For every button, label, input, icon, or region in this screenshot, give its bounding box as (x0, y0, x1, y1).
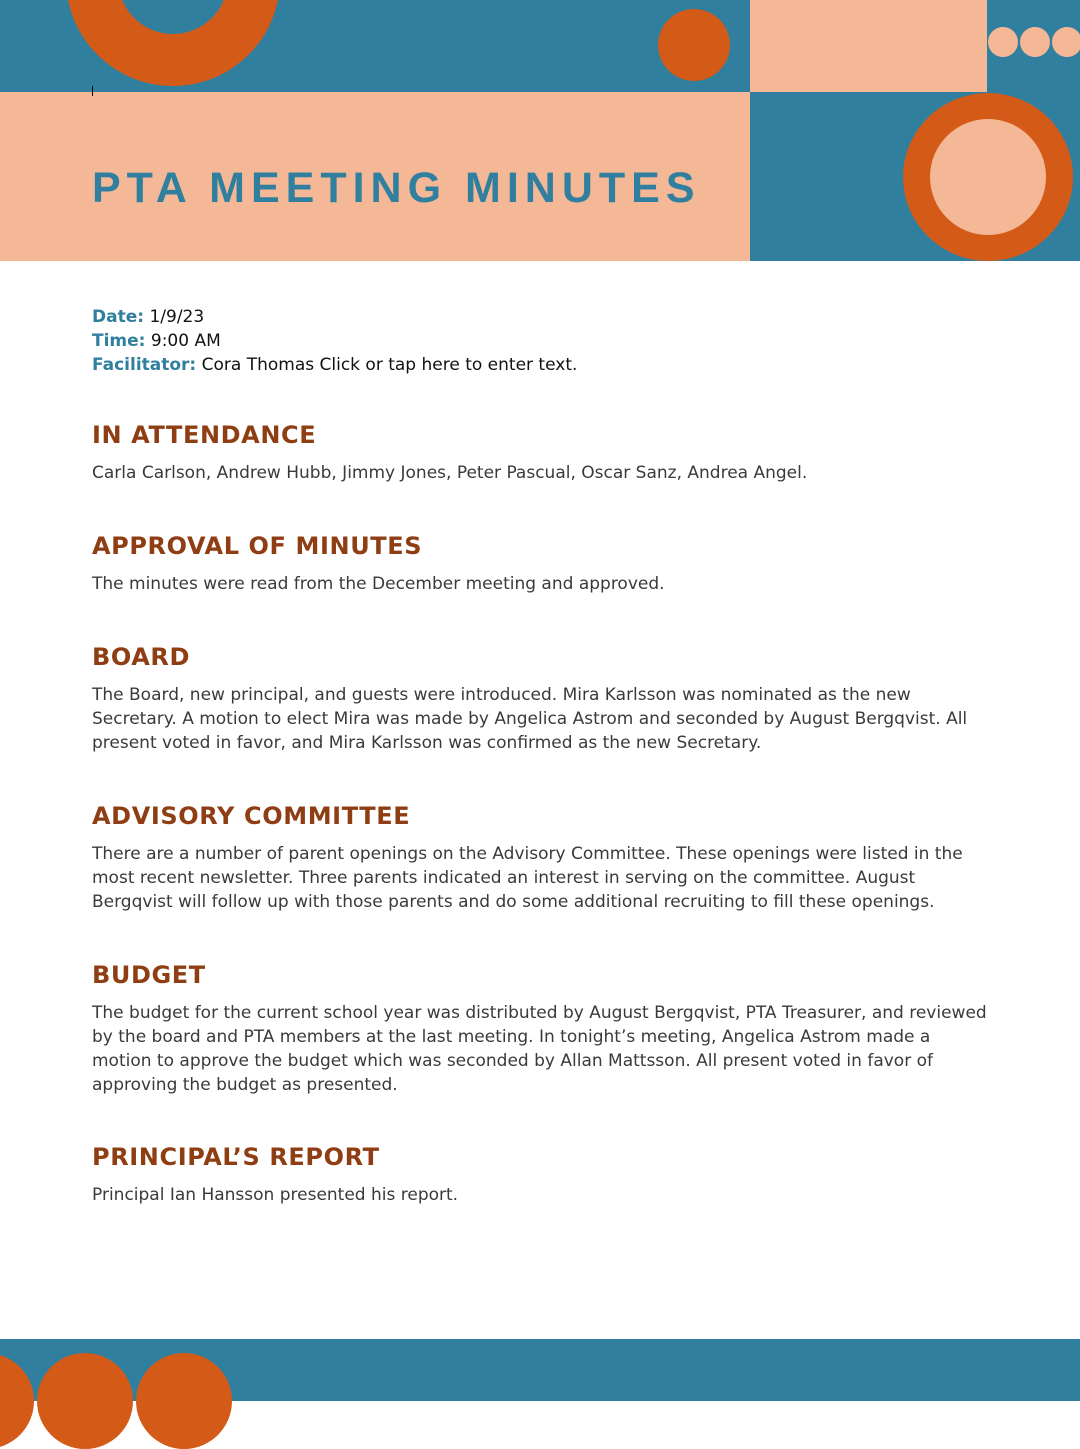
facilitator-value[interactable]: Cora Thomas Click or tap here to enter text. (201, 355, 578, 375)
time-label: Time: (92, 331, 146, 351)
text-cursor (92, 86, 93, 96)
section-approval-of-minutes (92, 532, 992, 596)
section-heading: IN ATTENDANCE (92, 421, 317, 449)
section-heading: BUDGET (92, 961, 206, 989)
decorative-dot-orange (658, 9, 730, 81)
footer-circle (37, 1353, 133, 1449)
section-body: Principal Ian Hansson presented his report. (92, 1185, 459, 1205)
section-body: The budget for the current school year was distributed by August Bergqvist, PTA Treasurer, and reviewed by the board and PTA members at the last meeting. In tonight’s meeting, Angelica Astrom made a motion to approve the budget which was seconded by Allan Mattsson. All present voted in favor of approving the budget as presented. (92, 1003, 987, 1095)
footer-circle (136, 1353, 232, 1449)
date-label: Date: (92, 307, 145, 327)
meeting-meta (92, 305, 577, 377)
section-body: The Board, new principal, and guests were introduced. Mira Karlsson was nominated as the new Secretary. A motion to elect Mira was made by Angelica Astrom and seconded by August Bergqvist. All present voted in favor, and Mira Karlsson was confirmed as the new Secretary. (92, 685, 968, 753)
section-in-attendance (92, 421, 992, 485)
decorative-dot-peach (988, 27, 1018, 57)
section-body: Carla Carlson, Andrew Hubb, Jimmy Jones, Peter Pascual, Oscar Sanz, Andrea Angel. (92, 463, 808, 483)
decorative-dot-peach (1020, 27, 1050, 57)
section-advisory-committee (92, 802, 992, 914)
meta-time (92, 329, 577, 353)
date-value[interactable]: 1/9/23 (149, 307, 205, 327)
section-budget (92, 961, 992, 1097)
section-body: The minutes were read from the December meeting and approved. (92, 574, 665, 594)
header-band-top-middle (750, 0, 987, 92)
section-heading: BOARD (92, 643, 191, 671)
facilitator-label: Facilitator: (92, 355, 197, 375)
section-heading: PRINCIPAL’S REPORT (92, 1143, 380, 1171)
decorative-dot-peach (1052, 27, 1080, 57)
section-heading: ADVISORY COMMITTEE (92, 802, 411, 830)
decorative-ring-right (903, 93, 1073, 261)
section-principals-report (92, 1143, 992, 1207)
meta-facilitator (92, 353, 577, 377)
section-board (92, 643, 992, 755)
page-title: PTA MEETING MINUTES (92, 164, 701, 212)
time-value[interactable]: 9:00 AM (150, 331, 221, 351)
section-heading: APPROVAL OF MINUTES (92, 532, 423, 560)
section-body: There are a number of parent openings on the Advisory Committee. These openings were listed in the most recent newsletter. Three parents indicated an interest in serving on the committee. August Bergqvist will follow up with those parents and do some additional recruiting to fill these openings. (92, 844, 963, 912)
meta-date (92, 305, 577, 329)
